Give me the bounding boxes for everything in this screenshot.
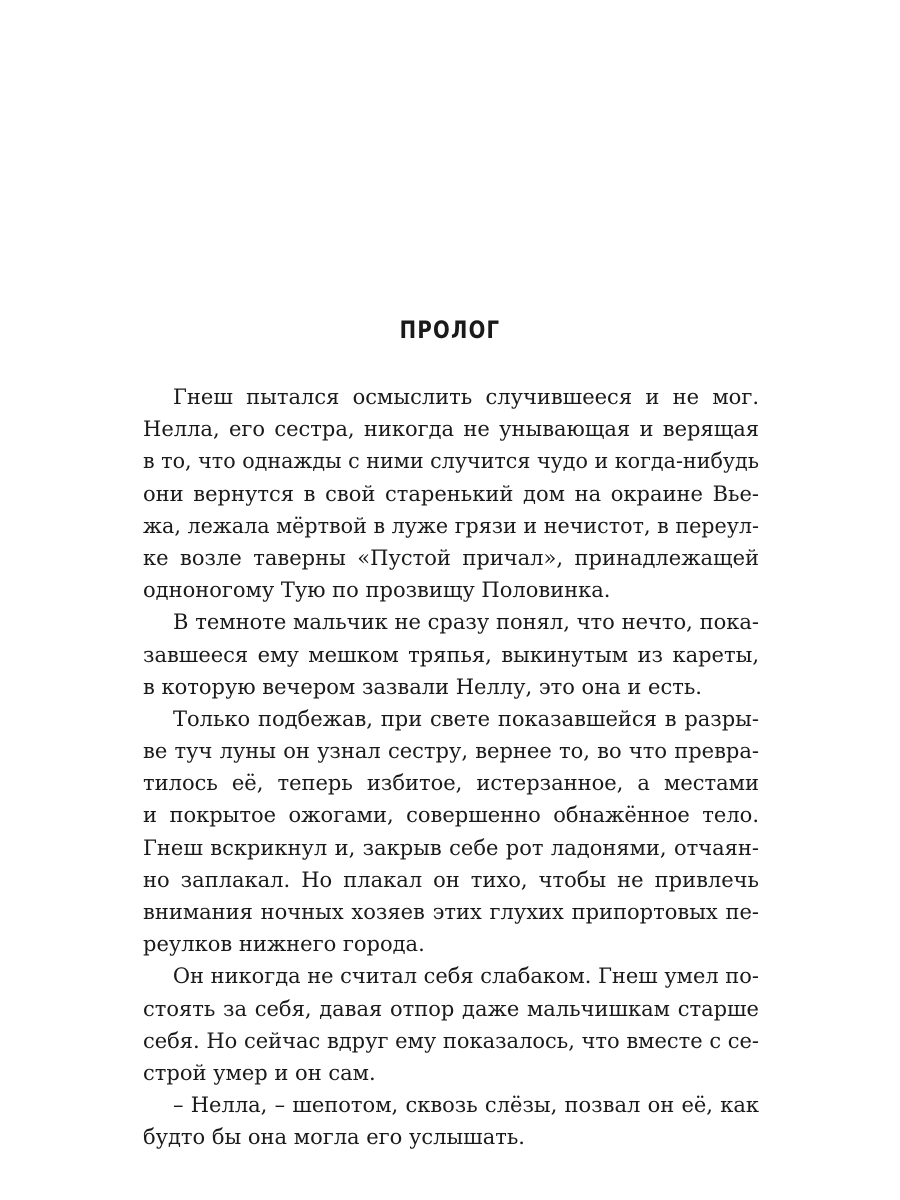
chapter-title: ПРОЛОГ <box>399 316 501 344</box>
text-line: Нелла, его сестра, никогда не унывающая и верящая <box>143 417 759 442</box>
text-line: стоять за себя, давая отпор даже мальчишкам старше <box>143 996 759 1021</box>
text-line: они вернутся в свой старенький дом на окраине Вье- <box>143 481 759 506</box>
text-line: Он никогда не считал себя слабаком. Гнеш умел по- <box>172 964 759 989</box>
text-line: Только подбежав, при свете показавшейся в разры- <box>173 706 759 731</box>
paragraph <box>143 381 759 606</box>
text-line: ве туч луны он узнал сестру, вернее то, во что превра- <box>143 739 759 764</box>
text-line: в то, что однажды с ними случится чудо и когда-нибудь <box>143 449 759 474</box>
text-line: и покрытое ожогами, совершенно обнажённое тело. <box>143 803 759 828</box>
paragraph <box>143 960 759 1089</box>
text-line: В темноте мальчик не сразу понял, что нечто, пока- <box>173 610 759 635</box>
text-line: – Нелла, – шепотом, сквозь слёзы, позвал он её, как <box>173 1093 759 1118</box>
text-line: Гнеш вскрикнул и, закрыв себе рот ладонями, отчаян- <box>143 835 759 860</box>
text-line: себя. Но сейчас вдруг ему показалось, что вместе с се- <box>143 1028 760 1053</box>
text-line: в которую вечером зазвали Неллу, это она и есть. <box>143 674 702 699</box>
text-line: внимания ночных хозяев этих глухих припортовых пе- <box>143 900 759 924</box>
text-line: строй умер и он сам. <box>143 1060 376 1085</box>
paragraph <box>143 606 759 703</box>
text-line: завшееся ему мешком тряпья, выкинутым из кареты, <box>143 642 759 667</box>
text-line: ке возле таверны «Пустой причал», принадлежащей <box>143 545 759 570</box>
text-line: тилось её, теперь избитое, истерзанное, а местами <box>143 771 759 796</box>
text-line: одноногому Тую по прозвищу Половинка. <box>143 578 611 603</box>
text-line: но заплакал. Но плакал он тихо, чтобы не привлечь <box>143 867 759 892</box>
text-line: будто бы она могла его услышать. <box>143 1125 525 1150</box>
text-line: Гнеш пытался осмыслить случившееся и не мог. <box>173 385 759 409</box>
paragraph <box>143 703 759 961</box>
paragraph <box>143 1089 759 1153</box>
text-line: реулков нижнего города. <box>143 932 425 957</box>
body-text <box>143 381 759 1154</box>
text-line: жа, лежала мёртвой в луже грязи и нечистот, в переул- <box>143 513 760 538</box>
